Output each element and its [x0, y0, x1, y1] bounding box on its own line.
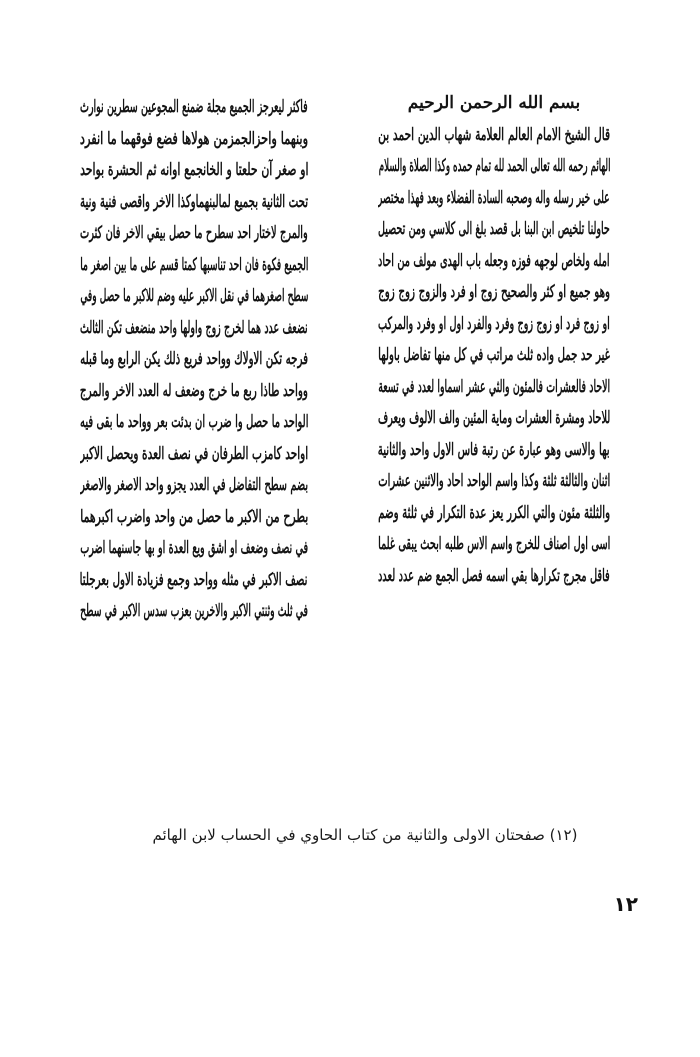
- manuscript-line: وهو جميع او كثر والصحيح زوج او فرد والزوج زوج زوج: [378, 282, 610, 302]
- manuscript-line: بها والاسى وهو عبارة عن رتبة فاس الاول واحد والثانية: [378, 439, 610, 460]
- manuscript-line: الاحاد فالعشرات فالمئون والثي عشر اسماوا لعدد في تسعة: [378, 376, 610, 397]
- manuscript-line: على خير رسله واله وصحبه السادة الفضلاء وبعد فهذا مختصر: [378, 187, 610, 208]
- manuscript-line: قال الشيخ الامام العالم العلامة شهاب الدين احمد بن: [378, 124, 610, 145]
- manuscript-line: الهائم رحمه الله تعالى الحمد لله تمام حمده وكذا الصلاة والسلام: [378, 156, 610, 176]
- manuscript-line: بطرح من الاكبر ما حصل من واحد واضرب اكبرهما: [80, 506, 308, 527]
- manuscript-line: في ثلث وثنتي الاكبر والاخرين بعزب سدس الاكبر في سطح: [80, 601, 308, 621]
- manuscript-line: حاولنا تلخيص ابن البنا بل قصد بلغ الى كلاسي ومن تحصيل: [378, 219, 610, 239]
- manuscript-line: للاحاد ومشرة العشرات وماية المئين والف الالوف ويعرف: [378, 408, 610, 428]
- manuscript-line: وبنهما واحزالجمزمن هولاها فضع فوقهما ما انفرد: [80, 128, 308, 149]
- page-number: ١٢: [613, 892, 638, 916]
- manuscript-line: او زوج فرد او زوج زوج وفرد والفرد اول او وفرد والمركب: [378, 313, 610, 334]
- manuscript-line: اثنان والثالثة ثلثة وكذا واسم الواحد احاد والاثنين عشرات: [378, 471, 610, 491]
- manuscript-line: والمرج لاختار احد سطرح ما حصل بيقي الاخر فان كثرت: [80, 223, 308, 243]
- manuscript-line: اسى اول اصناف للخرج واسم الاس طلبه ابحث يبقى غلما: [378, 534, 610, 554]
- manuscript-line: فرجه تكن الاولاك وواحد فريع ذلك يكن الرابع وما قبله: [80, 349, 308, 369]
- manuscript-line: وواحد طاذا ربع ما خرج وضعف له العدد الاخر والمرج: [80, 380, 308, 401]
- basmala-heading: بسم الله الرحمن الرحيم: [407, 93, 581, 113]
- manuscript-line: نصف الاكبر في مثله وواحد وجمع فزيادة الاول بعرجلتا: [80, 569, 308, 590]
- manuscript-line: غير حد جمل واده ثلث مراتب في كل منها تفاضل باولها: [378, 345, 610, 365]
- manuscript-line: فاقل مجرج تكرارها بقي اسمه فصل الجمع ضم عدد لعدد: [378, 565, 610, 586]
- manuscript-line: فاكثر ليعرجز الجميع مجلة ضمنع المجوعين سطرين نوارث: [80, 97, 308, 117]
- manuscript-line: الجميع فكوة فان احد تناسبها كمتا قسم على ما بين اصغر ما: [80, 254, 308, 275]
- manuscript-page-right: [378, 88, 610, 592]
- manuscript-line: نضعف عدد هما لخرج زوج واولها واحد منضعف تكن الثالث: [80, 317, 308, 338]
- manuscript-line: والثلثة مئون والتي الكرر يعز عدة التكرار في ثلثة وضم: [378, 502, 610, 523]
- manuscript-line: او صغر آن حلعتا و الخانجمع اوانه ثم الحشرة بواحد: [80, 160, 308, 180]
- manuscript-line: سطح اصغرهما في نقل الاكبر عليه وضم للاكبر ما حصل وفي: [80, 286, 308, 306]
- manuscript-line: امله ولخاص لوجهه فوزه وجعله باب الهدى مولف من احاد: [378, 250, 610, 271]
- manuscript-line: تحت الثانية بجميع لمالبنهماوكذا الاخر واقصى فنية ونية: [80, 191, 308, 212]
- manuscript-line: الواحد ما حصل وا ضرب ان بدئت بعر وواحد ما بقى فيه: [80, 412, 308, 432]
- manuscript-line: اواحد كامزب الطرفان في نصف العدة ويحصل الاكبر: [80, 443, 308, 464]
- manuscript-line: بضم سطح التفاضل في العدد يجزو واحد الاصغر والاصغر: [80, 475, 308, 495]
- manuscript-line: في نصف وضعف او اشق ويع العدة او بها جاسنهما اضرب: [80, 538, 308, 558]
- manuscript-page-left: [80, 92, 308, 628]
- figure-caption: (١٢) صفحتان الاولى والثانية من كتاب الحاوي في الحساب لابن الهائم: [152, 826, 578, 844]
